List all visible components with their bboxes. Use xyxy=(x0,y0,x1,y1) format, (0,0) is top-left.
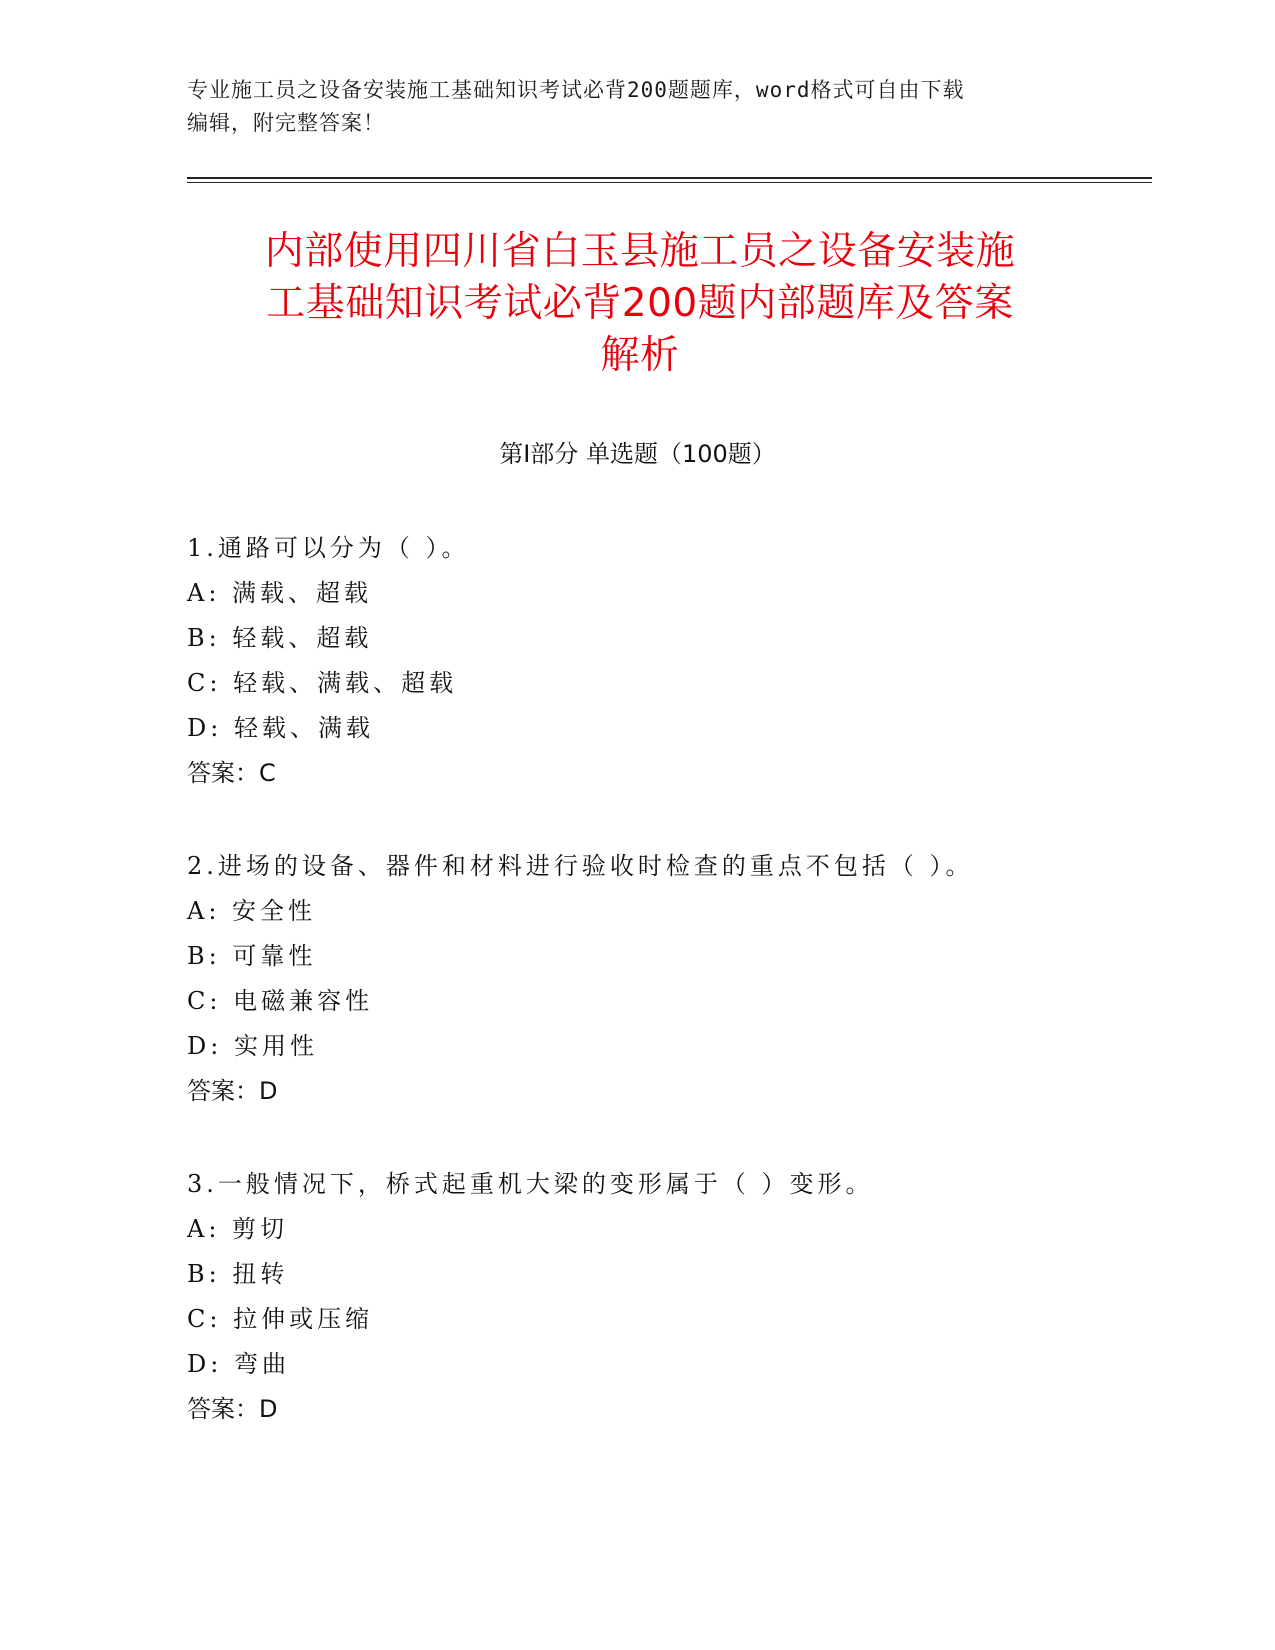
question-stem: 2.进场的设备、器件和材料进行验收时检查的重点不包括（ ）。 xyxy=(187,852,974,880)
question-item xyxy=(187,526,1147,796)
option-a: A: 满载、超载 xyxy=(187,579,373,607)
document-title xyxy=(180,226,1100,382)
option-c: C: 轻载、满载、超载 xyxy=(187,669,458,697)
option-d: D: 轻载、满载 xyxy=(187,714,374,742)
answer-label: 答案：D xyxy=(187,1077,278,1105)
question-stem: 1.通路可以分为（ ）。 xyxy=(187,534,470,562)
title-line: 工基础知识考试必背200题内部题库及答案 xyxy=(266,281,1014,326)
option-b: B: 可靠性 xyxy=(187,942,317,970)
question-stem: 3.一般情况下，桥式起重机大梁的变形属于（ ）变形。 xyxy=(187,1170,874,1198)
header-divider xyxy=(187,177,1152,179)
title-line: 内部使用四川省白玉县施工员之设备安装施 xyxy=(264,229,1016,274)
header-note-line: 专业施工员之设备安装施工基础知识考试必背200题题库，word格式可自由下载 xyxy=(187,78,965,102)
answer-label: 答案：D xyxy=(187,1395,278,1423)
question-item xyxy=(187,1162,1147,1432)
question-item xyxy=(187,844,1147,1114)
option-d: D: 实用性 xyxy=(187,1032,318,1060)
option-a: A: 安全性 xyxy=(187,897,317,925)
option-c: C: 电磁兼容性 xyxy=(187,987,374,1015)
header-note-line: 编辑，附完整答案！ xyxy=(187,111,385,135)
option-d: D: 弯曲 xyxy=(187,1350,290,1378)
header-note xyxy=(187,74,1087,140)
option-c: C: 拉伸或压缩 xyxy=(187,1305,374,1333)
section-heading: 第Ⅰ部分 单选题（100题） xyxy=(499,440,776,468)
title-line: 解析 xyxy=(600,333,680,378)
option-b: B: 轻载、超载 xyxy=(187,624,373,652)
option-b: B: 扭转 xyxy=(187,1260,289,1288)
option-a: A: 剪切 xyxy=(187,1215,289,1243)
header-divider xyxy=(187,182,1152,183)
answer-label: 答案：C xyxy=(187,759,276,787)
